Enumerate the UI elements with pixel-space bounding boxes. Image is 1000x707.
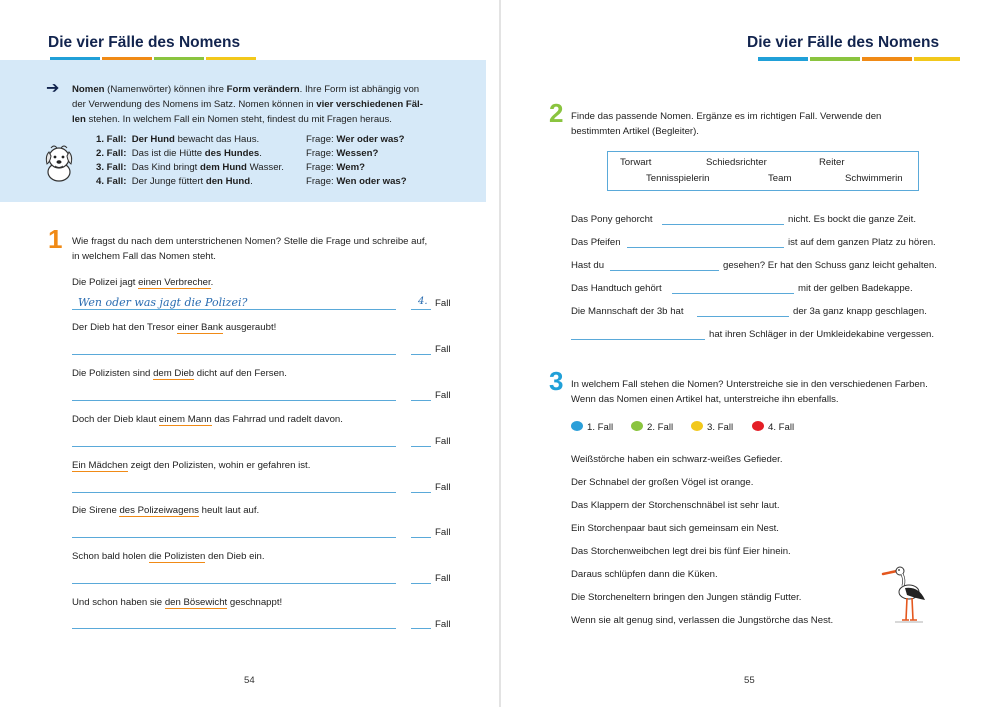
word-item: Schwimmerin xyxy=(845,173,903,184)
task3-sentence-3[interactable]: Das Klappern der Storchenschnäbel ist sehr laut. xyxy=(571,500,780,511)
case-line[interactable] xyxy=(411,400,431,401)
answer-line[interactable] xyxy=(72,583,396,584)
case-answer-example: 4. xyxy=(418,296,428,307)
page-title: Die vier Fälle des Nomens xyxy=(747,34,940,51)
dog-icon xyxy=(42,142,76,182)
fill-in-line[interactable] xyxy=(571,339,705,340)
case-line[interactable] xyxy=(411,446,431,447)
case-line[interactable] xyxy=(411,492,431,493)
case-line[interactable] xyxy=(411,537,431,538)
task1-sentence-5: Ein Mädchen zeigt den Polizisten, wohin er gefahren ist. xyxy=(72,460,311,471)
task2-sentence-1-start: Das Pony gehorcht xyxy=(571,214,653,225)
info-text: Nomen (Namenwörter) können ihre Form verändern. Ihre Form ist abhängig von der Verwendung des Nomens im Satz. Nomen können in vier verschiedenen Fäl- len stehen. In welchem Fall ein Nomen steht, findest du mit Fragen heraus. xyxy=(72,84,423,125)
green-dot-icon xyxy=(631,421,643,431)
task2-instruction-line1: Finde das passende Nomen. Ergänze es im richtigen Fall. Verwende den xyxy=(571,111,882,122)
fill-in-line[interactable] xyxy=(627,247,784,248)
blue-dot-icon xyxy=(571,421,583,431)
fill-in-line[interactable] xyxy=(610,270,719,271)
task-number-1: 1 xyxy=(48,224,63,254)
word-box xyxy=(607,151,919,191)
task2-sentence-3-start: Hast du xyxy=(571,260,605,271)
answer-line[interactable] xyxy=(72,446,396,447)
red-dot-icon xyxy=(752,421,764,431)
task3-instruction-line2: Wenn das Nomen einen Artikel hat, unterstreiche ihn ebenfalls. xyxy=(571,394,839,405)
fall-label: Fall xyxy=(435,527,451,538)
case-row-2: 2. Fall: Das ist die Hütte des Hundes. Frage: Wessen? xyxy=(96,148,379,159)
fall-label: Fall xyxy=(435,482,451,493)
task1-sentence-2: Der Dieb hat den Tresor einer Bank ausgeraubt! xyxy=(72,322,277,333)
task3-sentence-5[interactable]: Das Storchenweibchen legt drei bis fünf Eier hinein. xyxy=(571,546,791,557)
task1-answer-example: Wen oder was jagt die Polizei? xyxy=(78,296,248,309)
page-55 xyxy=(501,0,1000,707)
word-item: Schiedsrichter xyxy=(706,157,767,168)
task2-instruction-line2: bestimmten Artikel (Begleiter). xyxy=(571,126,699,137)
arrow-right-icon: ➔ xyxy=(46,80,60,97)
task3-sentence-4[interactable]: Ein Storchenpaar baut sich gemeinsam ein Nest. xyxy=(571,523,779,534)
word-item: Tennisspielerin xyxy=(646,173,710,184)
task1-sentence-7: Schon bald holen die Polizisten den Dieb ein. xyxy=(72,551,265,562)
task1-instruction-line2: in welchem Fall das Nomen steht. xyxy=(72,251,216,262)
task2-sentence-2-end: ist auf dem ganzen Platz zu hören. xyxy=(788,237,936,248)
fall-label: Fall xyxy=(435,390,451,401)
fall-label: Fall xyxy=(435,619,451,630)
task2-sentence-3-end: gesehen? Er hat den Schuss ganz leicht gehalten. xyxy=(723,260,937,271)
word-item: Reiter xyxy=(819,157,845,168)
answer-line[interactable] xyxy=(72,400,396,401)
stork-icon xyxy=(881,562,929,624)
task2-sentence-5-end: der 3a ganz knapp geschlagen. xyxy=(793,306,927,317)
answer-line[interactable] xyxy=(72,628,396,629)
page-number: 54 xyxy=(244,675,255,686)
task2-sentence-4-end: mit der gelben Badekappe. xyxy=(798,283,913,294)
word-item: Team xyxy=(768,173,792,184)
page-54 xyxy=(0,0,499,707)
answer-line[interactable] xyxy=(72,354,396,355)
case-line[interactable] xyxy=(411,309,431,310)
color-stripes xyxy=(758,57,962,61)
task3-sentence-2[interactable]: Der Schnabel der großen Vögel ist orange. xyxy=(571,477,754,488)
fall-label: Fall xyxy=(435,344,451,355)
task3-instruction-line1: In welchem Fall stehen die Nomen? Unterstreiche sie in den verschiedenen Farben. xyxy=(571,379,928,390)
case-line[interactable] xyxy=(411,628,431,629)
task1-sentence-3: Die Polizisten sind dem Dieb dicht auf den Fersen. xyxy=(72,368,287,379)
legend-1-fall: 1. Fall xyxy=(571,421,613,433)
page-title: Die vier Fälle des Nomens xyxy=(48,34,241,51)
task2-sentence-2-start: Das Pfeifen xyxy=(571,237,621,248)
yellow-dot-icon xyxy=(691,421,703,431)
task2-sentence-4-start: Das Handtuch gehört xyxy=(571,283,662,294)
task-number-2: 2 xyxy=(549,98,564,128)
word-item: Torwart xyxy=(620,157,652,168)
fall-label: Fall xyxy=(435,573,451,584)
case-line[interactable] xyxy=(411,354,431,355)
task1-instruction-line1: Wie fragst du nach dem unterstrichenen Nomen? Stelle die Frage und schreibe auf, xyxy=(72,236,428,247)
page-number: 55 xyxy=(744,675,755,686)
task-number-3: 3 xyxy=(549,366,564,396)
fill-in-line[interactable] xyxy=(662,224,784,225)
fall-label: Fall xyxy=(435,436,451,447)
case-row-1: 1. Fall: Der Hund bewacht das Haus. Frage: Wer oder was? xyxy=(96,134,405,145)
task3-sentence-8[interactable]: Wenn sie alt genug sind, verlassen die Jungstörche das Nest. xyxy=(571,615,834,626)
legend-3-fall: 3. Fall xyxy=(691,421,733,433)
task3-sentence-1[interactable]: Weißstörche haben ein schwarz-weißes Gefieder. xyxy=(571,454,783,465)
task2-sentence-1-end: nicht. Es bockt die ganze Zeit. xyxy=(788,214,916,225)
task2-sentence-6-end: hat ihren Schläger in der Umkleidekabine vergessen. xyxy=(709,329,935,340)
case-row-3: 3. Fall: Das Kind bringt dem Hund Wasser. Frage: Wem? xyxy=(96,162,366,173)
legend-4-fall: 4. Fall xyxy=(752,421,794,433)
task1-sentence-4: Doch der Dieb klaut einem Mann das Fahrrad und radelt davon. xyxy=(72,414,343,425)
case-line[interactable] xyxy=(411,583,431,584)
task1-sentence-6: Die Sirene des Polizeiwagens heult laut auf. xyxy=(72,505,260,516)
answer-line[interactable] xyxy=(72,537,396,538)
answer-line[interactable] xyxy=(72,309,396,310)
task2-sentence-5-start: Die Mannschaft der 3b hat xyxy=(571,306,684,317)
fall-label: Fall xyxy=(435,298,451,309)
fill-in-line[interactable] xyxy=(697,316,789,317)
task1-sentence-8: Und schon haben sie den Bösewicht geschnappt! xyxy=(72,597,283,608)
task3-sentence-7[interactable]: Die Storcheneltern bringen den Jungen ständig Futter. xyxy=(571,592,802,603)
task1-sentence-1: Die Polizei jagt einen Verbrecher. xyxy=(72,277,214,288)
answer-line[interactable] xyxy=(72,492,396,493)
fill-in-line[interactable] xyxy=(672,293,794,294)
task3-sentence-6[interactable]: Daraus schlüpfen dann die Küken. xyxy=(571,569,718,580)
case-row-4: 4. Fall: Der Junge füttert den Hund. Frage: Wen oder was? xyxy=(96,176,407,187)
legend-2-fall: 2. Fall xyxy=(631,421,673,433)
